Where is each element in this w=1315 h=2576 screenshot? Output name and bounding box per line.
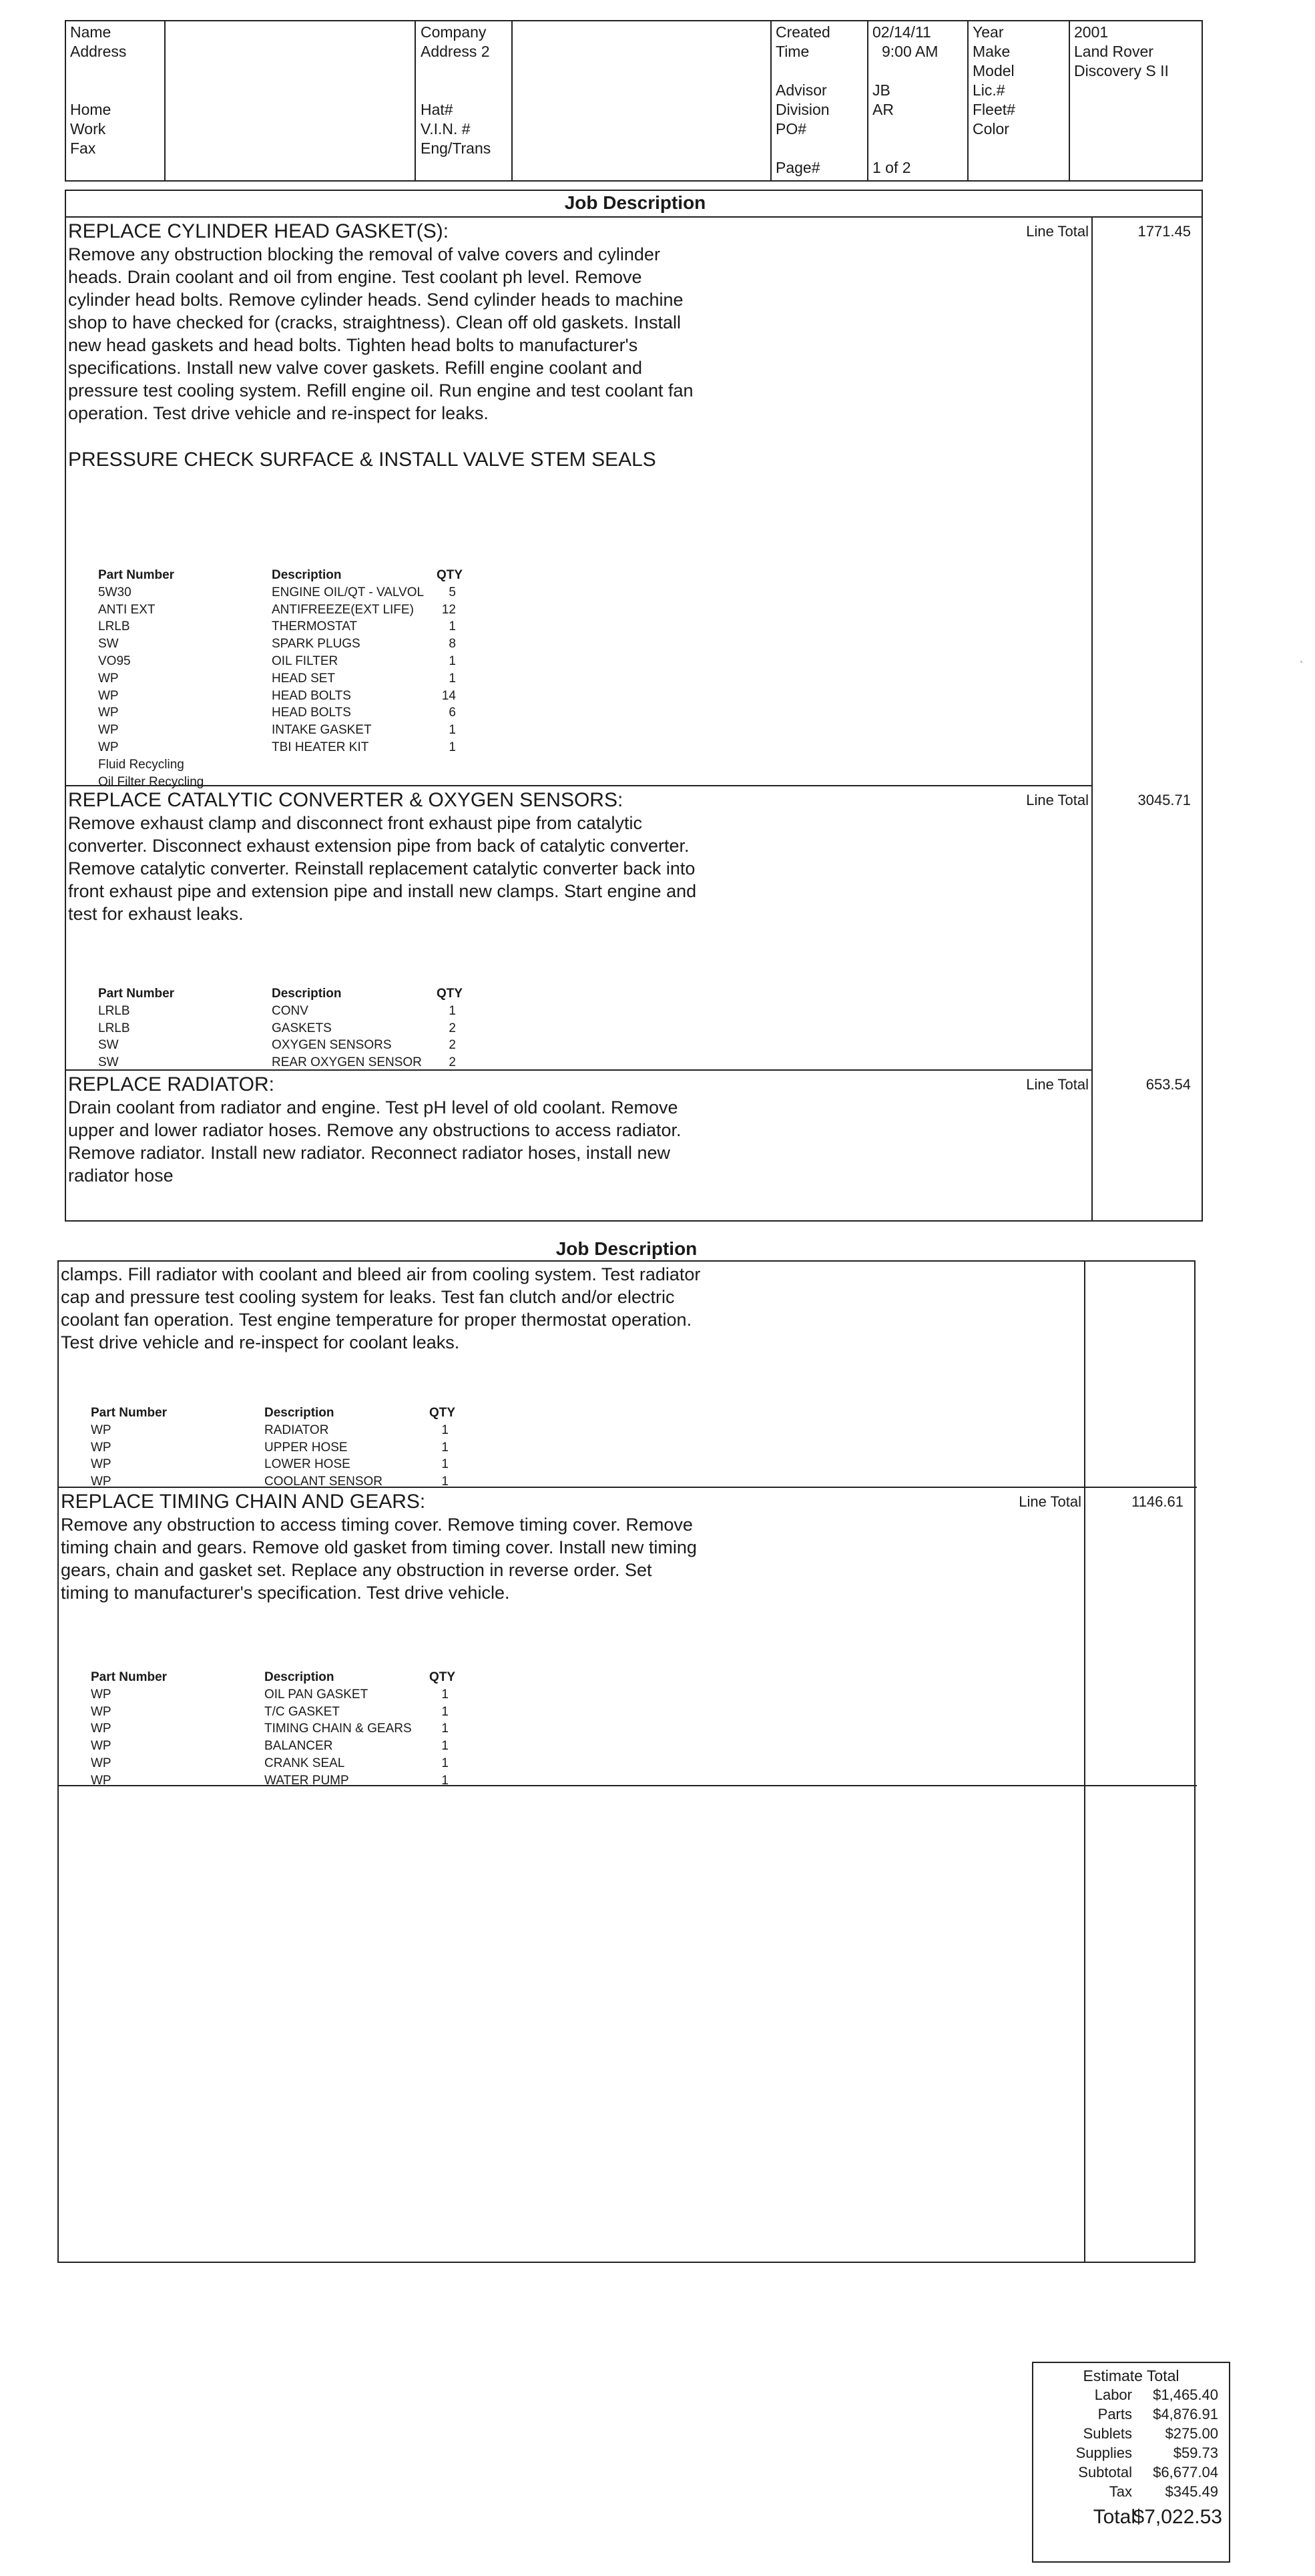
part-number-header: Part Number bbox=[98, 568, 175, 582]
make-label: Make bbox=[973, 43, 1011, 60]
part-qty: 1 bbox=[441, 1756, 449, 1770]
company-labels bbox=[421, 23, 491, 158]
time-label: Time bbox=[776, 43, 810, 60]
page-value: 1 of 2 bbox=[872, 159, 911, 176]
company-label: Company bbox=[421, 23, 487, 41]
part-qty: 6 bbox=[449, 706, 456, 720]
part-row bbox=[98, 1003, 579, 1020]
line-total-label: Line Total bbox=[1019, 1493, 1081, 1510]
part-qty: 1 bbox=[441, 1739, 449, 1754]
part-number: LRLB bbox=[98, 1003, 130, 1018]
job-catalytic-converter bbox=[68, 789, 709, 925]
qty-header: QTY bbox=[429, 1406, 455, 1420]
part-row bbox=[98, 739, 579, 756]
job-description-box-page2 bbox=[57, 1260, 1196, 2263]
vehicle-values bbox=[1074, 23, 1169, 81]
part-qty: 1 bbox=[441, 1423, 449, 1437]
eng-trans-label: Eng/Trans bbox=[421, 140, 491, 157]
part-qty: 14 bbox=[441, 688, 456, 703]
parts-header-row bbox=[98, 567, 579, 584]
header-divider bbox=[415, 21, 416, 180]
job-separator bbox=[59, 1785, 1197, 1786]
created-label: Created bbox=[776, 23, 830, 41]
supplies-label: Supplies bbox=[1075, 2444, 1132, 2461]
part-description: HEAD BOLTS bbox=[272, 688, 351, 703]
job-title: REPLACE RADIATOR: bbox=[68, 1073, 274, 1095]
total-value: $7,022.53 bbox=[1133, 2506, 1222, 2528]
description-header: Description bbox=[272, 987, 342, 1001]
work-phone-label: Work bbox=[70, 120, 106, 138]
qty-header: QTY bbox=[436, 568, 463, 582]
part-row bbox=[91, 1473, 571, 1491]
part-description: ANTIFREEZE(EXT LIFE) bbox=[272, 602, 414, 617]
part-number: WP bbox=[91, 1756, 111, 1770]
sublets-value: $275.00 bbox=[1165, 2425, 1218, 2442]
part-number: WP bbox=[98, 706, 119, 720]
part-description: ENGINE OIL/QT - VALVOL bbox=[272, 585, 425, 599]
part-description: SPARK PLUGS bbox=[272, 637, 360, 652]
parts-table-catalytic bbox=[98, 985, 579, 1071]
part-qty: 1 bbox=[449, 671, 456, 686]
amount-column-rule bbox=[1084, 1262, 1085, 2262]
part-description: CONV bbox=[272, 1003, 308, 1018]
supplies-value: $59.73 bbox=[1173, 2444, 1218, 2461]
part-number-header: Part Number bbox=[91, 1670, 168, 1684]
part-qty: 1 bbox=[449, 1003, 456, 1018]
hat-label: Hat# bbox=[421, 101, 453, 118]
parts-header-row bbox=[98, 985, 579, 1003]
part-number: SW bbox=[98, 1055, 119, 1070]
header-divider bbox=[770, 21, 772, 180]
part-qty: 1 bbox=[441, 1457, 449, 1472]
part-row bbox=[98, 756, 579, 774]
part-number: WP bbox=[91, 1457, 111, 1472]
part-description: INTAKE GASKET bbox=[272, 723, 372, 738]
part-number-header: Part Number bbox=[91, 1406, 168, 1420]
job-description-title: Job Description bbox=[564, 192, 706, 213]
part-row bbox=[91, 1422, 571, 1439]
order-labels bbox=[776, 23, 830, 178]
part-description: UPPER HOSE bbox=[264, 1440, 348, 1455]
header-divider bbox=[511, 21, 513, 180]
scan-speck bbox=[1300, 661, 1302, 663]
part-description: T/C GASKET bbox=[264, 1704, 340, 1719]
job-separator bbox=[66, 785, 1091, 786]
subtotal-value: $6,677.04 bbox=[1153, 2464, 1218, 2481]
part-row bbox=[91, 1456, 571, 1473]
job-timing-chain bbox=[61, 1491, 702, 1604]
part-description: RADIATOR bbox=[264, 1423, 329, 1437]
part-number: WP bbox=[98, 688, 119, 703]
part-description: OIL FILTER bbox=[272, 654, 338, 668]
tax-row bbox=[1033, 2483, 1229, 2503]
part-qty: 2 bbox=[449, 1038, 456, 1053]
part-qty: 1 bbox=[441, 1475, 449, 1489]
part-row bbox=[98, 688, 579, 705]
part-number: VO95 bbox=[98, 654, 131, 668]
part-row bbox=[98, 670, 579, 688]
job-separator bbox=[66, 1069, 1091, 1071]
part-number-header: Part Number bbox=[98, 987, 175, 1001]
job-radiator bbox=[68, 1073, 709, 1187]
parts-table-cylinder-head bbox=[98, 567, 579, 790]
part-description: LOWER HOSE bbox=[264, 1457, 350, 1472]
title-rule bbox=[66, 216, 1202, 218]
line-total-amount: 653.54 bbox=[1145, 1076, 1191, 1093]
part-qty: 12 bbox=[441, 602, 456, 617]
part-description: GASKETS bbox=[272, 1021, 332, 1035]
part-number: WP bbox=[91, 1739, 111, 1754]
page-label: Page# bbox=[776, 159, 820, 176]
address-label: Address bbox=[70, 43, 127, 60]
job-text: clamps. Fill radiator with coolant and bleed air from cooling system. Test radiator cap and pressure test cooling system for leaks. Test fan clutch and/or electric coolant fan operation. Test engine temperature for proper thermostat operation. Test drive vehicle and re-inspect for coolant leaks. bbox=[61, 1264, 701, 1352]
part-number: WP bbox=[91, 1687, 111, 1702]
part-row bbox=[98, 635, 579, 653]
job-text: Remove any obstruction to access timing cover. Remove timing cover. Remove timing chain and gears. Remove old gasket from timing cover. Install new timing gears, chain and gasket set. Replace any obstruction in reverse order. Set timing to manufacturer's specification. Test drive vehicle. bbox=[61, 1515, 697, 1603]
part-qty: 2 bbox=[449, 1021, 456, 1035]
part-number: 5W30 bbox=[98, 585, 132, 599]
vin-label: V.I.N. # bbox=[421, 120, 471, 138]
part-number: SW bbox=[98, 1038, 119, 1053]
labor-label: Labor bbox=[1094, 2386, 1132, 2403]
job-title: REPLACE TIMING CHAIN AND GEARS: bbox=[61, 1491, 426, 1513]
part-row bbox=[91, 1720, 571, 1738]
fleet-label: Fleet# bbox=[973, 101, 1015, 118]
line-total-label: Line Total bbox=[1026, 1076, 1089, 1093]
sublets-row bbox=[1033, 2425, 1229, 2444]
part-description: REAR OXYGEN SENSOR bbox=[272, 1055, 422, 1070]
supplies-row bbox=[1033, 2444, 1229, 2464]
part-row bbox=[98, 601, 579, 619]
sublets-label: Sublets bbox=[1083, 2425, 1132, 2442]
part-description: OIL PAN GASKET bbox=[264, 1687, 368, 1702]
tax-value: $345.49 bbox=[1165, 2483, 1218, 2500]
line-total-amount: 1771.45 bbox=[1137, 223, 1191, 240]
part-row bbox=[98, 704, 579, 722]
labor-value: $1,465.40 bbox=[1153, 2386, 1218, 2403]
division-label: Division bbox=[776, 101, 830, 118]
part-description: CRANK SEAL bbox=[264, 1756, 345, 1770]
total-row bbox=[1033, 2506, 1229, 2533]
part-number: WP bbox=[98, 723, 119, 738]
part-description: HEAD SET bbox=[272, 671, 336, 686]
estimate-total-title: Estimate Total bbox=[1083, 2367, 1179, 2384]
parts-row bbox=[1033, 2406, 1229, 2425]
created-date: 02/14/11 bbox=[872, 23, 931, 41]
part-qty: 8 bbox=[449, 637, 456, 652]
part-qty: 1 bbox=[441, 1687, 449, 1702]
job-description-title-page2: Job Description bbox=[555, 1238, 698, 1259]
part-row bbox=[98, 1037, 579, 1054]
part-qty: 5 bbox=[449, 585, 456, 599]
vehicle-labels bbox=[973, 23, 1015, 139]
part-number: WP bbox=[91, 1704, 111, 1719]
part-row bbox=[98, 722, 579, 739]
line-total-label: Line Total bbox=[1026, 792, 1089, 808]
parts-header-row bbox=[91, 1404, 571, 1422]
description-header: Description bbox=[264, 1406, 334, 1420]
part-number: WP bbox=[91, 1423, 111, 1437]
order-values bbox=[872, 23, 938, 178]
estimate-total-box bbox=[1032, 2362, 1230, 2563]
header-divider bbox=[164, 21, 166, 180]
part-description: HEAD BOLTS bbox=[272, 706, 351, 720]
part-description: TIMING CHAIN & GEARS bbox=[264, 1722, 412, 1736]
job-radiator-continued bbox=[61, 1263, 702, 1354]
part-qty: 1 bbox=[449, 723, 456, 738]
header-divider bbox=[967, 21, 969, 180]
total-label: Total bbox=[1093, 2506, 1135, 2528]
part-row bbox=[91, 1704, 571, 1721]
job-extra-note: PRESSURE CHECK SURFACE & INSTALL VALVE STEM SEALS bbox=[68, 449, 656, 471]
part-qty: 1 bbox=[441, 1704, 449, 1719]
part-number: Fluid Recycling bbox=[98, 757, 184, 772]
part-row bbox=[98, 618, 579, 635]
part-number: WP bbox=[98, 671, 119, 686]
part-number: ANTI EXT bbox=[98, 602, 156, 617]
parts-table-radiator bbox=[91, 1404, 571, 1491]
created-time: 9:00 AM bbox=[882, 43, 939, 60]
job-title: REPLACE CYLINDER HEAD GASKET(S): bbox=[68, 220, 449, 242]
parts-table-timing-chain bbox=[91, 1669, 571, 1790]
year-label: Year bbox=[973, 23, 1004, 41]
part-row bbox=[98, 1020, 579, 1037]
part-number: SW bbox=[98, 637, 119, 652]
year-value: 2001 bbox=[1074, 23, 1109, 41]
customer-labels bbox=[70, 23, 126, 158]
part-number: WP bbox=[98, 740, 119, 754]
part-description: BALANCER bbox=[264, 1739, 333, 1754]
job-text: Remove any obstruction blocking the removal of valve covers and cylinder heads. Drain coolant and oil from engine. Test coolant ph level. Remove cylinder head bolts. Remove cylinder heads. Send cylinder heads to machine shop to have checked for (cracks, straightness). Clean off old gaskets. Install new head gaskets and head bolts. Tighten head bolts to manufacturer's specifications. Install new valve cover gaskets. Refill engine coolant and pressure test cooling system. Refill engine oil. Run engine and test coolant fan operation. Test drive vehicle and re-inspect for leaks. bbox=[68, 244, 694, 423]
subtotal-row bbox=[1033, 2464, 1229, 2483]
part-number: Oil Filter Recycling bbox=[98, 774, 204, 789]
make-value: Land Rover bbox=[1074, 43, 1153, 60]
qty-header: QTY bbox=[436, 987, 463, 1001]
part-row bbox=[91, 1772, 571, 1790]
name-label: Name bbox=[70, 23, 111, 41]
job-title: REPLACE CATALYTIC CONVERTER & OXYGEN SENSORS: bbox=[68, 789, 623, 811]
division-value: AR bbox=[872, 101, 894, 118]
estimate-header bbox=[65, 20, 1203, 182]
part-row bbox=[98, 584, 579, 601]
part-row bbox=[91, 1439, 571, 1457]
line-total-label: Line Total bbox=[1026, 223, 1089, 240]
tax-label: Tax bbox=[1109, 2483, 1132, 2500]
part-row bbox=[91, 1738, 571, 1755]
part-qty: 1 bbox=[449, 654, 456, 668]
part-number: WP bbox=[91, 1773, 111, 1788]
part-row bbox=[98, 653, 579, 670]
parts-label: Parts bbox=[1097, 2406, 1132, 2422]
part-qty: 1 bbox=[441, 1773, 449, 1788]
part-description: TBI HEATER KIT bbox=[272, 740, 369, 754]
part-description: THERMOSTAT bbox=[272, 619, 358, 634]
line-total-amount: 3045.71 bbox=[1137, 792, 1191, 808]
job-description-box-page1 bbox=[65, 190, 1203, 1222]
header-divider bbox=[1069, 21, 1070, 180]
advisor-value: JB bbox=[872, 81, 890, 99]
part-row bbox=[98, 774, 579, 791]
line-total-amount: 1146.61 bbox=[1131, 1493, 1184, 1510]
job-text: Drain coolant from radiator and engine. Test pH level of old coolant. Remove upper and lower radiator hoses. Remove any obstructions to access radiator. Remove radiator. Install new radiator. Reconnect radiator hoses, install new radiator hose bbox=[68, 1097, 682, 1186]
advisor-label: Advisor bbox=[776, 81, 827, 99]
license-label: Lic.# bbox=[973, 81, 1005, 99]
part-row bbox=[91, 1686, 571, 1704]
part-number: WP bbox=[91, 1475, 111, 1489]
parts-header-row bbox=[91, 1669, 571, 1686]
amount-column-rule bbox=[1091, 216, 1093, 1220]
labor-row bbox=[1033, 2386, 1229, 2406]
part-qty: 2 bbox=[449, 1055, 456, 1070]
job-separator bbox=[59, 1487, 1197, 1488]
model-value: Discovery S II bbox=[1074, 62, 1169, 79]
model-label: Model bbox=[973, 62, 1015, 79]
po-label: PO# bbox=[776, 120, 807, 138]
qty-header: QTY bbox=[429, 1670, 455, 1684]
part-qty: 1 bbox=[449, 740, 456, 754]
part-qty: 1 bbox=[441, 1722, 449, 1736]
part-description: WATER PUMP bbox=[264, 1773, 349, 1788]
part-number: LRLB bbox=[98, 1021, 130, 1035]
part-number: LRLB bbox=[98, 619, 130, 634]
description-header: Description bbox=[272, 568, 342, 582]
part-description: OXYGEN SENSORS bbox=[272, 1038, 392, 1053]
job-cylinder-head bbox=[68, 220, 709, 471]
part-qty: 1 bbox=[449, 619, 456, 634]
parts-value: $4,876.91 bbox=[1153, 2406, 1218, 2422]
job-text: Remove exhaust clamp and disconnect front exhaust pipe from catalytic converter. Disconnect exhaust extension pipe from back of catalytic converter. Remove catalytic converter. Reinstall replacement catalytic converter back into front exhaust pipe and extension pipe and install new clamps. Start engine and test for exhaust leaks. bbox=[68, 813, 697, 924]
part-number: WP bbox=[91, 1440, 111, 1455]
part-number: WP bbox=[91, 1722, 111, 1736]
part-description: COOLANT SENSOR bbox=[264, 1475, 383, 1489]
color-label: Color bbox=[973, 120, 1009, 138]
subtotal-label: Subtotal bbox=[1078, 2464, 1132, 2481]
description-header: Description bbox=[264, 1670, 334, 1684]
part-qty: 1 bbox=[441, 1440, 449, 1455]
fax-label: Fax bbox=[70, 140, 96, 157]
home-phone-label: Home bbox=[70, 101, 111, 118]
part-row bbox=[91, 1755, 571, 1772]
address2-label: Address 2 bbox=[421, 43, 490, 60]
header-divider bbox=[867, 21, 868, 180]
